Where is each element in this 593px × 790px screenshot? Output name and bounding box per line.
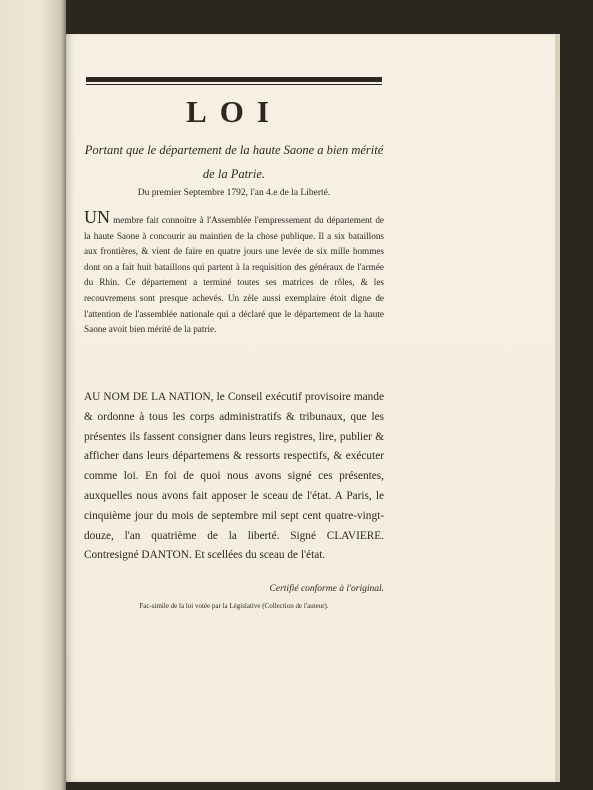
facsimile-caption: Fac-simile de la loi votée par la Législative (Collection de l'auteur). bbox=[139, 602, 329, 610]
header-rule-thick bbox=[86, 77, 382, 82]
paragraph-preamble bbox=[84, 207, 384, 338]
header-rule-thin bbox=[86, 84, 382, 85]
paragraph-decree-lead: AU NOM DE LA NATION bbox=[84, 391, 211, 403]
drop-cap: UN bbox=[84, 207, 110, 227]
page-fore-edge bbox=[555, 34, 560, 782]
date-line: Du premier Septembre 1792, l'an 4.e de la Liberté. bbox=[137, 188, 331, 198]
paragraph-decree bbox=[84, 388, 384, 566]
document-title: LOI bbox=[186, 94, 282, 129]
paragraph-decree-text: , le Conseil exécutif provisoire mande & ordonne à tous les corps administratifs & tribunaux, que les présentes ils fassent consigner dans leurs registres, lire, publier & afficher dans leurs départemens & ressorts respectifs, & exécuter comme loi. En foi de quoi nous avons signé ces présentes, auxquelles nous avons fait apposer le sceau de l'état. A Paris, le cinquième jour du mois de septembre mil sept cent quatre-vingt-douze, l'an quatrième de la liberté. Signé CLAVIERE. Contresigné DANTON. Et scellées du sceau de l'état. bbox=[84, 391, 384, 562]
document-subtitle: Portant que le département de la haute Saone a bien mérité de la Patrie. bbox=[84, 143, 384, 181]
paragraph-preamble-text: membre fait connoitre à l'Assemblée l'empressement du département de la haute Saone à concourir au maintien de la chose publique. Il a six bataillons aux frontières, & vient de faire en quatre jours une levée de six mille hommes dont on a fait huit bataillons qui partent à la requisition des généraux de l'armée du Rhin. Ce département a terminé toutes ses matrices de rôles, & les recouvremens sont presque achevés. Un zèle aussi exemplaire étoit digne de l'attention de l'assemblée nationale qui a déclaré que le département de la haute Saone avoit bien mérité de la patrie. bbox=[84, 215, 384, 335]
left-page-edge bbox=[0, 0, 66, 790]
certification-line: Certifié conforme à l'original. bbox=[269, 584, 384, 594]
